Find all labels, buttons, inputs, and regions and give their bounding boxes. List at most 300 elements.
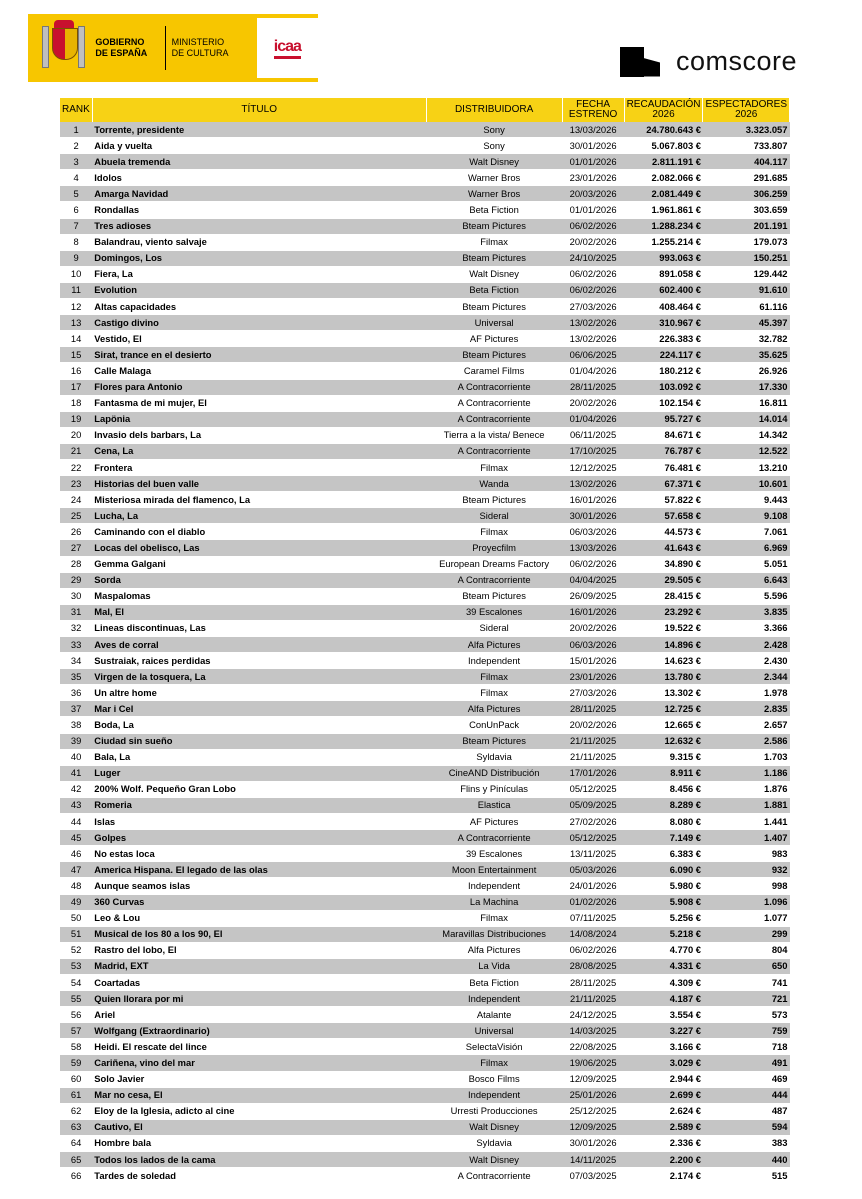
cell-rank: 58 xyxy=(60,1039,92,1055)
cell-distributor: A Contracorriente xyxy=(426,395,562,411)
cell-rank: 2 xyxy=(60,138,92,154)
cell-title: Ciudad sin sueño xyxy=(92,733,426,749)
cell-title: Sorda xyxy=(92,572,426,588)
cell-release: 06/02/2026 xyxy=(562,266,624,282)
cell-distributor: Filmax xyxy=(426,910,562,926)
cell-rank: 38 xyxy=(60,717,92,733)
cell-title: Luger xyxy=(92,765,426,781)
cell-release: 20/02/2026 xyxy=(562,234,624,250)
cell-distributor: Walt Disney xyxy=(426,1119,562,1135)
cell-rank: 36 xyxy=(60,685,92,701)
cell-title: Fiera, La xyxy=(92,266,426,282)
cell-revenue: 2.200 € xyxy=(624,1152,703,1168)
cell-rank: 55 xyxy=(60,991,92,1007)
cell-rank: 46 xyxy=(60,846,92,862)
cell-distributor: A Contracorriente xyxy=(426,830,562,846)
cell-title: Mar i Cel xyxy=(92,701,426,717)
cell-rank: 27 xyxy=(60,540,92,556)
cell-title: Madrid, EXT xyxy=(92,958,426,974)
cell-title: Cariñena, vino del mar xyxy=(92,1055,426,1071)
table-row xyxy=(60,781,790,797)
cell-release: 12/12/2025 xyxy=(562,459,624,475)
table-row xyxy=(60,459,790,475)
cell-revenue: 3.166 € xyxy=(624,1039,703,1055)
cell-viewers: 594 xyxy=(703,1119,790,1135)
cell-distributor: Sony xyxy=(426,122,562,138)
cell-revenue: 3.227 € xyxy=(624,1023,703,1039)
cell-release: 28/08/2025 xyxy=(562,958,624,974)
cell-revenue: 5.908 € xyxy=(624,894,703,910)
table-row xyxy=(60,508,790,524)
cell-release: 06/06/2025 xyxy=(562,347,624,363)
cell-rank: 49 xyxy=(60,894,92,910)
cell-title: Abuela tremenda xyxy=(92,154,426,170)
cell-distributor: Alfa Pictures xyxy=(426,637,562,653)
cell-viewers: 16.811 xyxy=(703,395,790,411)
comscore-mark-icon xyxy=(620,47,660,77)
cell-rank: 14 xyxy=(60,331,92,347)
comscore-logo xyxy=(620,46,797,77)
cell-release: 30/01/2026 xyxy=(562,1135,624,1151)
cell-title: Balandrau, viento salvaje xyxy=(92,234,426,250)
cell-release: 06/11/2025 xyxy=(562,427,624,443)
cell-revenue: 4.309 € xyxy=(624,974,703,990)
table-row xyxy=(60,846,790,862)
cell-distributor: Filmax xyxy=(426,1055,562,1071)
table-row xyxy=(60,331,790,347)
cell-distributor: Filmax xyxy=(426,459,562,475)
cell-release: 28/11/2025 xyxy=(562,379,624,395)
cell-title: Mal, El xyxy=(92,604,426,620)
table-row xyxy=(60,910,790,926)
table-row xyxy=(60,347,790,363)
cell-release: 13/03/2026 xyxy=(562,540,624,556)
cell-viewers: 804 xyxy=(703,942,790,958)
table-row xyxy=(60,250,790,266)
cell-viewers: 721 xyxy=(703,991,790,1007)
cell-distributor: Urresti Producciones xyxy=(426,1103,562,1119)
cell-viewers: 650 xyxy=(703,958,790,974)
table-row xyxy=(60,1039,790,1055)
cell-revenue: 14.623 € xyxy=(624,653,703,669)
cell-rank: 28 xyxy=(60,556,92,572)
cell-distributor: Independent xyxy=(426,653,562,669)
table-row xyxy=(60,620,790,636)
cell-title: Gemma Galgani xyxy=(92,556,426,572)
cell-revenue: 57.658 € xyxy=(624,508,703,524)
cell-viewers: 1.441 xyxy=(703,814,790,830)
cell-viewers: 573 xyxy=(703,1007,790,1023)
cell-viewers: 515 xyxy=(703,1168,790,1184)
cell-distributor: European Dreams Factory xyxy=(426,556,562,572)
cell-release: 17/10/2025 xyxy=(562,443,624,459)
cell-distributor: ConUnPack xyxy=(426,717,562,733)
cell-title: Todos los lados de la cama xyxy=(92,1152,426,1168)
cell-viewers: 932 xyxy=(703,862,790,878)
cell-title: Aida y vuelta xyxy=(92,138,426,154)
cell-distributor: La Vida xyxy=(426,958,562,974)
cell-revenue: 1.255.214 € xyxy=(624,234,703,250)
cell-rank: 40 xyxy=(60,749,92,765)
cell-rank: 39 xyxy=(60,733,92,749)
cell-revenue: 95.727 € xyxy=(624,411,703,427)
cell-title: Lapönia xyxy=(92,411,426,427)
cell-release: 27/02/2026 xyxy=(562,814,624,830)
cell-revenue: 14.896 € xyxy=(624,637,703,653)
cell-rank: 5 xyxy=(60,186,92,202)
cell-distributor: A Contracorriente xyxy=(426,411,562,427)
cell-rank: 15 xyxy=(60,347,92,363)
cell-release: 30/01/2026 xyxy=(562,138,624,154)
cell-viewers: 6.643 xyxy=(703,572,790,588)
cell-title: Historias del buen valle xyxy=(92,476,426,492)
cell-release: 24/10/2025 xyxy=(562,250,624,266)
cell-distributor: Syldavia xyxy=(426,1135,562,1151)
cell-rank: 48 xyxy=(60,878,92,894)
cell-viewers: 9.108 xyxy=(703,508,790,524)
cell-revenue: 3.554 € xyxy=(624,1007,703,1023)
table-row xyxy=(60,1071,790,1087)
table-row xyxy=(60,379,790,395)
cell-revenue: 6.383 € xyxy=(624,846,703,862)
cell-viewers: 5.051 xyxy=(703,556,790,572)
cell-release: 27/03/2026 xyxy=(562,299,624,315)
cell-distributor: Warner Bros xyxy=(426,186,562,202)
table-row xyxy=(60,395,790,411)
table-row xyxy=(60,669,790,685)
cell-viewers: 983 xyxy=(703,846,790,862)
table-body xyxy=(60,122,790,1184)
cell-release: 04/04/2025 xyxy=(562,572,624,588)
cell-distributor: Universal xyxy=(426,1023,562,1039)
cell-revenue: 224.117 € xyxy=(624,347,703,363)
cell-title: Locas del obelisco, Las xyxy=(92,540,426,556)
cell-distributor: Bteam Pictures xyxy=(426,588,562,604)
cell-rank: 54 xyxy=(60,974,92,990)
cell-viewers: 998 xyxy=(703,878,790,894)
cell-viewers: 7.061 xyxy=(703,524,790,540)
cell-distributor: Elastica xyxy=(426,797,562,813)
cell-title: Heidi. El rescate del lince xyxy=(92,1039,426,1055)
cell-viewers: 2.835 xyxy=(703,701,790,717)
table-row xyxy=(60,266,790,282)
col-rank: RANK xyxy=(60,98,92,122)
table-row xyxy=(60,492,790,508)
cell-title: Ariel xyxy=(92,1007,426,1023)
cell-viewers: 1.703 xyxy=(703,749,790,765)
coat-of-arms-icon xyxy=(38,20,89,76)
cell-release: 12/09/2025 xyxy=(562,1119,624,1135)
cell-rank: 11 xyxy=(60,282,92,298)
cell-viewers: 10.601 xyxy=(703,476,790,492)
cell-distributor: Warner Bros xyxy=(426,170,562,186)
cell-rank: 21 xyxy=(60,443,92,459)
cell-title: Frontera xyxy=(92,459,426,475)
cell-viewers: 45.397 xyxy=(703,315,790,331)
cell-revenue: 5.256 € xyxy=(624,910,703,926)
cell-viewers: 3.323.057 xyxy=(703,122,790,138)
cell-title: Mar no cesa, El xyxy=(92,1087,426,1103)
cell-title: Evolution xyxy=(92,282,426,298)
cell-title: Lucha, La xyxy=(92,508,426,524)
cell-distributor: Independent xyxy=(426,878,562,894)
col-release: FECHA ESTRENO xyxy=(562,98,624,122)
cell-distributor: Walt Disney xyxy=(426,266,562,282)
cell-revenue: 8.080 € xyxy=(624,814,703,830)
cell-title: Amarga Navidad xyxy=(92,186,426,202)
cell-viewers: 6.969 xyxy=(703,540,790,556)
cell-revenue: 9.315 € xyxy=(624,749,703,765)
cell-viewers: 1.881 xyxy=(703,797,790,813)
cell-title: Vestido, El xyxy=(92,331,426,347)
table-row xyxy=(60,942,790,958)
cell-release: 06/02/2026 xyxy=(562,942,624,958)
table-row xyxy=(60,299,790,315)
cell-revenue: 76.481 € xyxy=(624,459,703,475)
cell-revenue: 4.770 € xyxy=(624,942,703,958)
cell-release: 20/02/2026 xyxy=(562,620,624,636)
cell-release: 13/02/2026 xyxy=(562,476,624,492)
cell-revenue: 12.632 € xyxy=(624,733,703,749)
cell-revenue: 993.063 € xyxy=(624,250,703,266)
cell-rank: 22 xyxy=(60,459,92,475)
cell-rank: 31 xyxy=(60,604,92,620)
cell-release: 22/08/2025 xyxy=(562,1039,624,1055)
gobierno-text: GOBIERNO DE ESPAÑA xyxy=(95,37,148,58)
table-row xyxy=(60,186,790,202)
cell-distributor: Filmax xyxy=(426,234,562,250)
cell-distributor: Independent xyxy=(426,991,562,1007)
cell-viewers: 9.443 xyxy=(703,492,790,508)
cell-title: America Hispana. El legado de las olas xyxy=(92,862,426,878)
cell-title: Virgen de la tosquera, La xyxy=(92,669,426,685)
cell-rank: 62 xyxy=(60,1103,92,1119)
cell-title: Eloy de la Iglesia, adicto al cine xyxy=(92,1103,426,1119)
cell-distributor: Independent xyxy=(426,1087,562,1103)
cell-viewers: 12.522 xyxy=(703,443,790,459)
cell-revenue: 2.589 € xyxy=(624,1119,703,1135)
ministerio-text: MINISTERIO DE CULTURA xyxy=(171,37,229,58)
cell-revenue: 103.092 € xyxy=(624,379,703,395)
cell-distributor: Moon Entertainment xyxy=(426,862,562,878)
table-row xyxy=(60,122,790,138)
cell-revenue: 6.090 € xyxy=(624,862,703,878)
cell-revenue: 2.082.066 € xyxy=(624,170,703,186)
cell-distributor: Tierra a la vista/ Benece xyxy=(426,427,562,443)
table-row xyxy=(60,154,790,170)
table-row xyxy=(60,814,790,830)
cell-rank: 12 xyxy=(60,299,92,315)
cell-release: 07/03/2025 xyxy=(562,1168,624,1184)
cell-distributor: Flins y Pinículas xyxy=(426,781,562,797)
table-row xyxy=(60,1152,790,1168)
cell-distributor: Bteam Pictures xyxy=(426,250,562,266)
cell-distributor: Alfa Pictures xyxy=(426,942,562,958)
cell-viewers: 469 xyxy=(703,1071,790,1087)
cell-viewers: 32.782 xyxy=(703,331,790,347)
cell-distributor: Bteam Pictures xyxy=(426,299,562,315)
cell-rank: 44 xyxy=(60,814,92,830)
cell-title: Quien llorara por mi xyxy=(92,991,426,1007)
cell-revenue: 2.174 € xyxy=(624,1168,703,1184)
cell-release: 06/02/2026 xyxy=(562,556,624,572)
cell-revenue: 2.336 € xyxy=(624,1135,703,1151)
cell-distributor: Bteam Pictures xyxy=(426,733,562,749)
cell-release: 28/11/2025 xyxy=(562,701,624,717)
table-row xyxy=(60,411,790,427)
cell-revenue: 1.288.234 € xyxy=(624,218,703,234)
cell-release: 14/08/2024 xyxy=(562,926,624,942)
cell-distributor: Sony xyxy=(426,138,562,154)
cell-rank: 8 xyxy=(60,234,92,250)
cell-revenue: 102.154 € xyxy=(624,395,703,411)
cell-release: 19/06/2025 xyxy=(562,1055,624,1071)
cell-viewers: 2.657 xyxy=(703,717,790,733)
cell-viewers: 1.096 xyxy=(703,894,790,910)
cell-title: Cautivo, El xyxy=(92,1119,426,1135)
cell-release: 06/02/2026 xyxy=(562,218,624,234)
cell-distributor: Filmax xyxy=(426,685,562,701)
table-row xyxy=(60,1087,790,1103)
cell-release: 13/03/2026 xyxy=(562,122,624,138)
cell-title: Aves de corral xyxy=(92,637,426,653)
cell-rank: 20 xyxy=(60,427,92,443)
cell-rank: 33 xyxy=(60,637,92,653)
table-row xyxy=(60,637,790,653)
cell-revenue: 44.573 € xyxy=(624,524,703,540)
cell-viewers: 1.077 xyxy=(703,910,790,926)
cell-release: 25/01/2026 xyxy=(562,1087,624,1103)
cell-release: 05/12/2025 xyxy=(562,781,624,797)
cell-release: 01/04/2026 xyxy=(562,363,624,379)
cell-distributor: A Contracorriente xyxy=(426,1168,562,1184)
cell-release: 13/11/2025 xyxy=(562,846,624,862)
cell-rank: 50 xyxy=(60,910,92,926)
cell-release: 15/01/2026 xyxy=(562,653,624,669)
cell-revenue: 180.212 € xyxy=(624,363,703,379)
cell-viewers: 26.926 xyxy=(703,363,790,379)
cell-distributor: Walt Disney xyxy=(426,154,562,170)
table-row xyxy=(60,218,790,234)
cell-rank: 25 xyxy=(60,508,92,524)
table-row xyxy=(60,1119,790,1135)
cell-rank: 43 xyxy=(60,797,92,813)
cell-title: Musical de los 80 a los 90, El xyxy=(92,926,426,942)
cell-rank: 10 xyxy=(60,266,92,282)
cell-distributor: Sideral xyxy=(426,508,562,524)
cell-title: Tardes de soledad xyxy=(92,1168,426,1184)
table-row xyxy=(60,170,790,186)
cell-revenue: 57.822 € xyxy=(624,492,703,508)
cell-release: 28/11/2025 xyxy=(562,974,624,990)
table-row xyxy=(60,588,790,604)
cell-rank: 30 xyxy=(60,588,92,604)
cell-revenue: 408.464 € xyxy=(624,299,703,315)
cell-rank: 7 xyxy=(60,218,92,234)
cell-viewers: 1.186 xyxy=(703,765,790,781)
banner-divider xyxy=(165,26,166,70)
cell-release: 27/03/2026 xyxy=(562,685,624,701)
cell-release: 05/09/2025 xyxy=(562,797,624,813)
table-row xyxy=(60,701,790,717)
icaa-logo xyxy=(257,18,318,78)
cell-viewers: 91.610 xyxy=(703,282,790,298)
cell-rank: 66 xyxy=(60,1168,92,1184)
cell-rank: 53 xyxy=(60,958,92,974)
comscore-wordmark: comscore xyxy=(676,46,798,76)
cell-release: 25/12/2025 xyxy=(562,1103,624,1119)
col-distributor: DISTRIBUIDORA xyxy=(426,98,562,122)
cell-rank: 59 xyxy=(60,1055,92,1071)
cell-revenue: 310.967 € xyxy=(624,315,703,331)
table-row xyxy=(60,1103,790,1119)
cell-rank: 64 xyxy=(60,1135,92,1151)
cell-viewers: 2.430 xyxy=(703,653,790,669)
cell-rank: 61 xyxy=(60,1087,92,1103)
cell-distributor: A Contracorriente xyxy=(426,443,562,459)
cell-title: Cena, La xyxy=(92,443,426,459)
cell-distributor: Filmax xyxy=(426,524,562,540)
cell-distributor: 39 Escalones xyxy=(426,604,562,620)
cell-distributor: A Contracorriente xyxy=(426,379,562,395)
table-row xyxy=(60,974,790,990)
cell-title: Idolos xyxy=(92,170,426,186)
cell-rank: 23 xyxy=(60,476,92,492)
cell-revenue: 8.456 € xyxy=(624,781,703,797)
table-row xyxy=(60,1055,790,1071)
cell-release: 05/12/2025 xyxy=(562,830,624,846)
box-office-table xyxy=(60,98,790,1184)
cell-title: Torrente, presidente xyxy=(92,122,426,138)
cell-revenue: 8.911 € xyxy=(624,765,703,781)
cell-title: Misteriosa mirada del flamenco, La xyxy=(92,492,426,508)
cell-distributor: Maravillas Distribuciones xyxy=(426,926,562,942)
cell-viewers: 14.014 xyxy=(703,411,790,427)
cell-revenue: 12.665 € xyxy=(624,717,703,733)
cell-rank: 63 xyxy=(60,1119,92,1135)
cell-release: 13/02/2026 xyxy=(562,331,624,347)
cell-distributor: SelectaVisión xyxy=(426,1039,562,1055)
cell-release: 01/01/2026 xyxy=(562,154,624,170)
cell-revenue: 76.787 € xyxy=(624,443,703,459)
cell-release: 16/01/2026 xyxy=(562,492,624,508)
cell-release: 21/11/2025 xyxy=(562,749,624,765)
cell-revenue: 2.624 € xyxy=(624,1103,703,1119)
cell-revenue: 13.780 € xyxy=(624,669,703,685)
cell-release: 20/02/2026 xyxy=(562,717,624,733)
cell-title: Boda, La xyxy=(92,717,426,733)
cell-title: Wolfgang (Extraordinario) xyxy=(92,1023,426,1039)
table-row xyxy=(60,749,790,765)
cell-title: Islas xyxy=(92,814,426,830)
cell-revenue: 29.505 € xyxy=(624,572,703,588)
cell-rank: 60 xyxy=(60,1071,92,1087)
cell-release: 26/09/2025 xyxy=(562,588,624,604)
cell-release: 05/03/2026 xyxy=(562,862,624,878)
table-header-row xyxy=(60,98,790,122)
cell-distributor: Universal xyxy=(426,315,562,331)
table-row xyxy=(60,797,790,813)
table-row xyxy=(60,443,790,459)
cell-revenue: 12.725 € xyxy=(624,701,703,717)
cell-release: 06/03/2026 xyxy=(562,524,624,540)
cell-rank: 17 xyxy=(60,379,92,395)
cell-viewers: 487 xyxy=(703,1103,790,1119)
cell-rank: 6 xyxy=(60,202,92,218)
cell-release: 20/02/2026 xyxy=(562,395,624,411)
cell-distributor: AF Pictures xyxy=(426,331,562,347)
cell-rank: 52 xyxy=(60,942,92,958)
